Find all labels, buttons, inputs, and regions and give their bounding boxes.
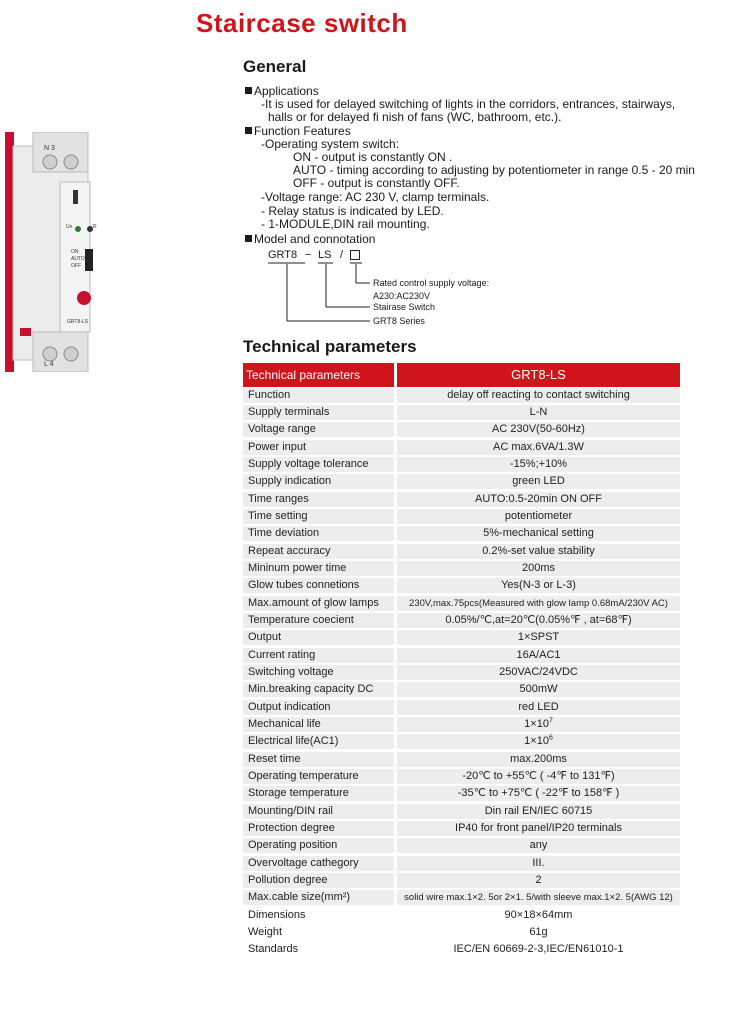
parameter-value: $1\times 10^7$ — [397, 717, 680, 732]
table-row — [243, 924, 680, 941]
model-heading: Model and connotation — [245, 233, 375, 246]
applications-line: -It is used for delayed switching of lights in the corridors, entrances, stairways, — [261, 97, 676, 111]
product-image — [5, 132, 100, 372]
features-heading: Function Features — [245, 125, 351, 138]
parameter-value: AUTO:0.5-20min ON OFF — [397, 492, 680, 507]
parameter-name: Temperature coecient — [243, 613, 394, 628]
parameter-name: Supply voltage tolerance — [243, 457, 394, 472]
feature-line: - 1-MODULE,DIN rail mounting. — [261, 217, 430, 231]
feature-line: ON - output is constantly ON . — [293, 150, 453, 164]
model-note-type: Stairase Switch — [373, 302, 436, 312]
parameter-name: Time setting — [243, 509, 394, 524]
bullet-square-icon — [245, 235, 252, 242]
table-row — [243, 785, 680, 803]
switch-labels: ON AUTO OFF — [71, 249, 85, 269]
parameter-value: 61g — [529, 926, 548, 938]
parameter-value: -20℃ to +55℃ ( -4℉ to 131℉) — [397, 769, 680, 784]
parameter-value: $1\times 10^6$ — [397, 734, 680, 749]
parameter-value: 500mW — [397, 682, 680, 697]
parameter-value: potentiometer — [397, 509, 680, 524]
parameter-value: 90×18×64mm — [504, 909, 573, 921]
table-row — [243, 543, 680, 560]
model-note-voltage: Rated control supply voltage: — [373, 278, 490, 288]
header-parameter: Technical parameters — [243, 363, 394, 387]
parameter-value: 250VAC/24VDC — [397, 665, 680, 680]
exponent: 6 — [548, 734, 553, 742]
table-row — [243, 421, 680, 439]
parameter-value: 16A/AC1 — [397, 648, 680, 663]
parameter-value: IEC/EN 60669-2-3,IEC/EN61010-1 — [453, 943, 624, 955]
bottom-terminal-labels: L 4 — [44, 361, 54, 368]
parameter-value: -35℃ to +75℃ ( -22℉ to 158℉ ) — [397, 786, 680, 801]
parameter-value: 1×SPST — [397, 630, 680, 645]
parameter-name: Min.breaking capacity DC — [243, 682, 394, 697]
model-note-voltage-code: A230:AC230V — [373, 291, 431, 301]
parameter-value: IP40 for front panel/IP20 terminals — [397, 821, 680, 836]
parameter-name: Overvoltage cathegory — [243, 856, 394, 871]
table-row — [243, 612, 680, 629]
parameter-name: Switching voltage — [243, 665, 394, 680]
table-row — [243, 595, 680, 612]
parameter-name: Mounting/DIN rail — [243, 804, 394, 819]
table-row — [243, 525, 680, 543]
parameter-value: 5%-mechanical setting — [397, 526, 680, 541]
parameter-name: Protection degree — [243, 821, 394, 836]
parameter-value: L-N — [397, 405, 680, 420]
parameter-value: 0.2%-set value stability — [397, 544, 680, 559]
technical-table — [243, 363, 680, 959]
parameter-value: max.200ms — [397, 752, 680, 767]
parameter-value: solid wire max.1×2. 5or 2×1. 5/with sleeve max.1×2. 5(AWG 12) — [397, 890, 680, 905]
feature-line: OFF - output is constantly OFF. — [293, 176, 460, 190]
table-row — [243, 889, 680, 907]
table-row — [243, 560, 680, 577]
parameter-name: Max.cable size(mm²) — [243, 890, 394, 905]
table-row — [243, 768, 680, 785]
parameter-name: Supply terminals — [243, 405, 394, 420]
feature-line: - Relay status is indicated by LED. — [261, 204, 444, 218]
parameter-value: any — [397, 838, 680, 853]
parameter-name: Time deviation — [243, 526, 394, 541]
feature-line: -Operating system switch: — [261, 137, 400, 151]
parameter-name: Voltage range — [243, 422, 394, 437]
page-title: Staircase switch — [196, 8, 408, 38]
parameter-name: Pollution degree — [243, 873, 394, 888]
applications-heading: Applications — [245, 85, 319, 98]
table-header — [243, 363, 680, 387]
model-code-type: LS — [318, 249, 332, 261]
parameter-name: Time ranges — [243, 492, 394, 507]
table-row — [243, 733, 680, 751]
technical-heading: Technical parameters — [243, 337, 417, 356]
parameter-name: Electrical life(AC1) — [243, 734, 394, 749]
parameter-name: Mechanical life — [243, 717, 394, 732]
table-row — [243, 404, 680, 421]
table-row — [243, 803, 680, 820]
table-row — [243, 699, 680, 716]
parameter-name: Max.amount of glow lamps — [243, 596, 394, 611]
model-code-separator: / — [340, 249, 344, 261]
parameter-name: Mininum power time — [243, 561, 394, 576]
parameter-value: green LED — [397, 474, 680, 489]
table-row — [243, 491, 680, 508]
model-code-series: GRT8 — [268, 249, 298, 261]
table-row — [243, 508, 680, 525]
parameter-name: Supply indication — [243, 474, 394, 489]
table-row — [243, 716, 680, 733]
header-model: GRT8-LS — [397, 363, 680, 387]
applications-line: halls or for delayed fi nish of fans (WC, bathroom, etc.). — [268, 110, 562, 124]
parameter-value: III. — [397, 856, 680, 871]
parameter-value: 230V,max.75pcs(Measured with glow lamp 0.68mA/230V AC) — [397, 596, 680, 611]
top-terminal-labels: N 3 — [44, 145, 55, 152]
table-row — [243, 664, 680, 681]
table-row — [243, 577, 680, 595]
parameter-value: 200ms — [397, 561, 680, 576]
led-label-r: R — [93, 224, 97, 230]
device-model-label: GRT8-LS — [67, 319, 89, 325]
parameter-name: Operating temperature — [243, 769, 394, 784]
parameter-value: Din rail EN/IEC 60715 — [397, 804, 680, 819]
parameter-name: Output — [243, 630, 394, 645]
model-leader-lines — [262, 262, 382, 328]
exponent: 7 — [548, 717, 553, 725]
table-row — [243, 647, 680, 664]
table-row — [243, 681, 680, 699]
model-code-separator: − — [305, 249, 312, 261]
parameter-name: Function — [243, 388, 394, 403]
table-row — [243, 907, 680, 924]
parameter-value: 0.05%/℃,at=20℃(0.05%℉ , at=68℉) — [397, 613, 680, 628]
table-row — [243, 872, 680, 889]
parameter-value: red LED — [397, 700, 680, 715]
table-row — [243, 473, 680, 491]
bullet-square-icon — [245, 127, 252, 134]
parameter-name: Standards — [248, 943, 299, 955]
model-note-series: GRT8 Series — [373, 316, 425, 326]
parameter-name: Reset time — [243, 752, 394, 767]
feature-line: -Voltage range: AC 230 V, clamp terminals. — [261, 190, 490, 204]
general-heading: General — [243, 57, 307, 76]
led-label-un: Un — [66, 224, 73, 230]
parameter-name: Storage temperature — [243, 786, 394, 801]
table-row — [243, 629, 680, 647]
table-row — [243, 456, 680, 473]
parameter-name: Repeat accuracy — [243, 544, 394, 559]
parameter-value: AC max.6VA/1.3W — [397, 440, 680, 455]
feature-line: AUTO - timing according to adjusting by potentiometer in range 0.5 - 20 min — [293, 163, 695, 177]
table-row — [243, 820, 680, 837]
table-row — [243, 387, 680, 404]
parameter-name: Dimensions — [248, 909, 306, 921]
table-row — [243, 941, 680, 959]
bullet-square-icon — [245, 87, 252, 94]
parameter-name: Glow tubes connetions — [243, 578, 394, 593]
table-row — [243, 751, 680, 768]
parameter-value: -15%;+10% — [397, 457, 680, 472]
table-body — [243, 387, 680, 959]
parameter-name: Output indication — [243, 700, 394, 715]
parameter-value: delay off reacting to contact switching — [397, 388, 680, 403]
table-row — [243, 837, 680, 855]
parameter-value: 2 — [397, 873, 680, 888]
parameter-name: Current rating — [243, 648, 394, 663]
parameter-value: AC 230V(50-60Hz) — [397, 422, 680, 437]
table-row — [243, 439, 680, 456]
parameter-name: Operating position — [243, 838, 394, 853]
parameter-value: Yes(N-3 or L-3) — [397, 578, 680, 593]
model-code-voltage-box — [350, 250, 360, 262]
parameter-name: Weight — [248, 926, 283, 938]
parameter-name: Power input — [243, 440, 394, 455]
table-row — [243, 855, 680, 872]
